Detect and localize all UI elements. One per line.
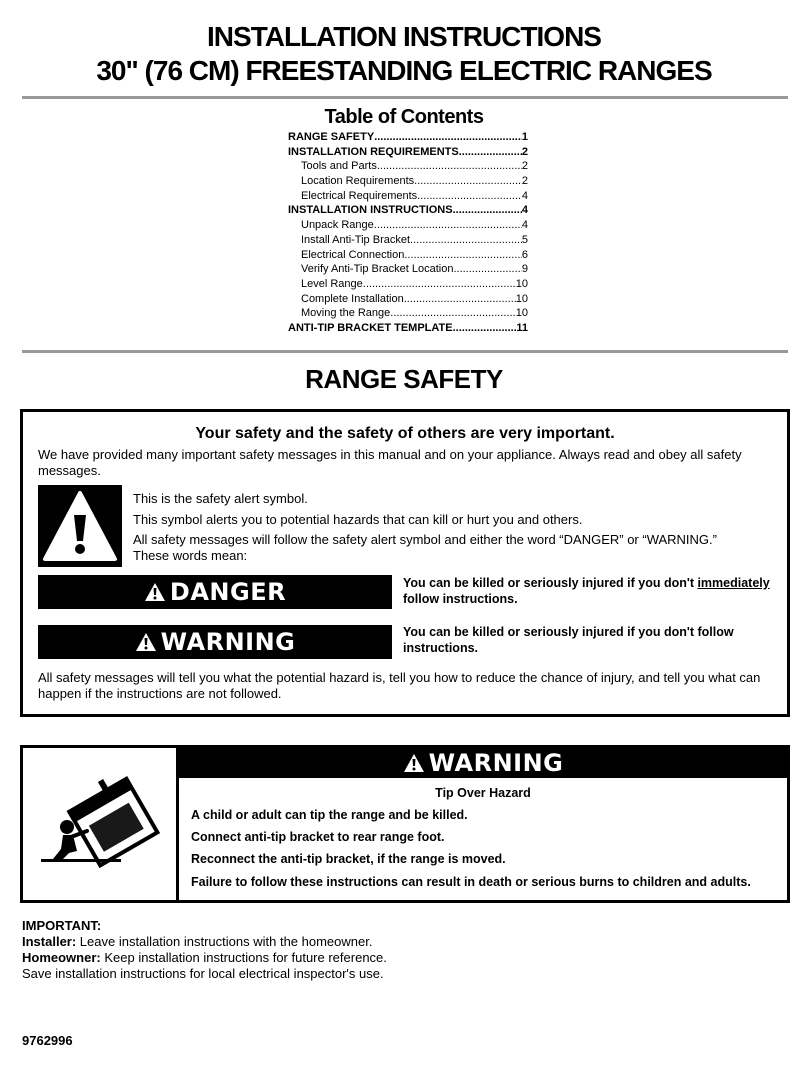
important-heading: IMPORTANT: <box>22 918 102 933</box>
toc-entry-electrical-requirements[interactable]: Electrical Requirements ..... 4 <box>288 190 528 205</box>
homeowner-note <box>22 950 622 966</box>
danger-description <box>403 575 783 607</box>
toc-entry-verify-anti-tip-bracket[interactable]: Verify Anti-Tip Bracket Location ..... 9 <box>288 263 528 278</box>
toc-entry-complete-installation[interactable]: Complete Installation ..... 10 <box>288 293 528 308</box>
installer-label: Installer: <box>22 934 77 949</box>
inspector-note: Save installation instructions for local electrical inspector's use. <box>22 966 384 981</box>
toc-entry-installation-instructions[interactable]: INSTALLATION INSTRUCTIONS ..... 4 <box>288 204 528 219</box>
tip-over-hazard-title: Tip Over Hazard <box>435 786 531 800</box>
symbol-line-1: This is the safety alert symbol. <box>133 491 308 506</box>
toc-entry-range-safety[interactable]: RANGE SAFETY ..... 1 <box>288 131 528 146</box>
safety-box <box>20 409 790 717</box>
danger-text-a: You can be killed or seriously injured if you don't <box>403 576 698 590</box>
part-number: 9762996 <box>22 1033 73 1048</box>
toc-entry-unpack-range[interactable]: Unpack Range ..... 4 <box>288 219 528 234</box>
homeowner-label: Homeowner: <box>22 950 101 965</box>
danger-alert-icon <box>144 582 166 602</box>
warning-text-b: instructions. <box>403 641 479 655</box>
safety-box-heading: Your safety and the safety of others are very important. <box>195 425 615 442</box>
document-title-line2: 30" (76 CM) FREESTANDING ELECTRIC RANGES <box>96 55 712 86</box>
toc-entry-moving-the-range[interactable]: Moving the Range ..... 10 <box>288 307 528 322</box>
danger-label: DANGER <box>169 578 287 606</box>
installer-note <box>22 934 622 950</box>
tip-over-alert-icon <box>403 753 425 773</box>
safety-closing: All safety messages will tell you what the potential hazard is, tell you how to reduce the chance of injury, and tell you what can happen if the instructions are not followed. <box>38 670 761 701</box>
tip-over-line-4: Failure to follow these instructions can result in death or serious burns to children and adults. <box>191 875 751 889</box>
safety-intro: We have provided many important safety messages in this manual and on your appliance. Always read and obey all safety messages. <box>38 447 742 478</box>
section-title-range-safety: RANGE SAFETY <box>305 364 503 394</box>
important-notes <box>22 918 622 982</box>
toc-entry-installation-requirements[interactable]: INSTALLATION REQUIREMENTS ..... 2 <box>288 146 528 161</box>
toc-entry-level-range[interactable]: Level Range ..... 10 <box>288 278 528 293</box>
safety-alert-symbol-icon <box>38 485 122 567</box>
toc-divider <box>22 350 788 353</box>
warning-alert-icon <box>135 632 157 652</box>
toc-entry-anti-tip-template[interactable]: ANTI-TIP BRACKET TEMPLATE ..... 11 <box>288 322 528 337</box>
warning-banner <box>38 625 392 659</box>
warning-text-a: You can be killed or seriously injured if you don't follow <box>403 625 734 639</box>
danger-text-underlined: immediately <box>697 576 770 590</box>
homeowner-text: Keep installation instructions for future reference. <box>100 950 387 965</box>
header-divider <box>22 96 788 99</box>
warning-label: WARNING <box>160 628 296 656</box>
toc-entry-electrical-connection[interactable]: Electrical Connection ..... 6 <box>288 249 528 264</box>
tip-over-warning-box <box>20 745 790 903</box>
tip-over-line-3: Reconnect the anti-tip bracket, if the range is moved. <box>191 852 506 866</box>
warning-description <box>403 624 783 656</box>
danger-banner <box>38 575 392 609</box>
tip-over-illustration-icon <box>31 773 171 873</box>
toc-entry-install-anti-tip-bracket[interactable]: Install Anti-Tip Bracket ..... 5 <box>288 234 528 249</box>
toc-entry-location-requirements[interactable]: Location Requirements ..... 2 <box>288 175 528 190</box>
symbol-line-3: All safety messages will follow the safety alert symbol and either the word “DANGER” or “WARNING.” <box>133 532 717 547</box>
tip-over-line-2: Connect anti-tip bracket to rear range foot. <box>191 830 445 844</box>
tip-over-warning-banner <box>179 748 787 778</box>
danger-text-b: follow instructions. <box>403 592 518 606</box>
toc-entry-tools-and-parts[interactable]: Tools and Parts ..... 2 <box>288 160 528 175</box>
symbol-line-4: These words mean: <box>133 548 248 563</box>
tip-over-warning-label: WARNING <box>428 749 564 777</box>
document-title-line1: INSTALLATION INSTRUCTIONS <box>207 21 601 52</box>
symbol-line-2: This symbol alerts you to potential hazards that can kill or hurt you and others. <box>133 512 583 527</box>
toc-heading: Table of Contents <box>324 106 484 128</box>
tip-over-line-1: A child or adult can tip the range and be killed. <box>191 808 468 822</box>
toc-list <box>288 131 528 337</box>
installer-text: Leave installation instructions with the homeowner. <box>76 934 373 949</box>
